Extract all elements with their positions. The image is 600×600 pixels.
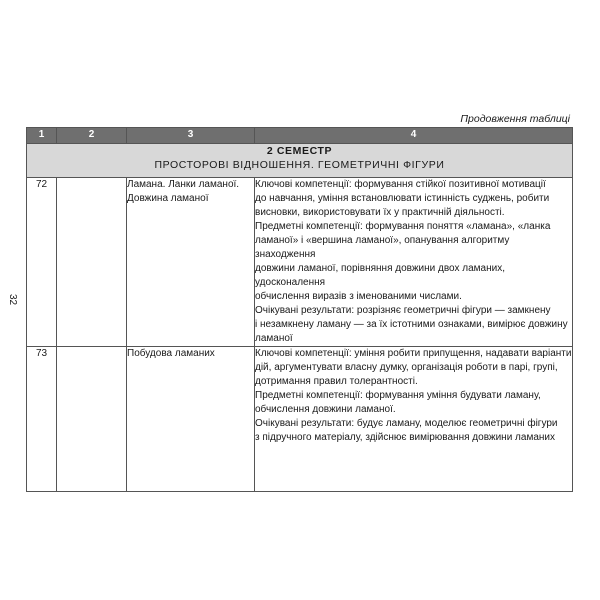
column-header-3: 3	[127, 128, 255, 144]
topic-line: Побудова ламаних	[127, 348, 215, 359]
lesson-topic	[127, 347, 255, 492]
content-line: довжини ламаної, порівняння довжини двох ламаних, удосконалення	[255, 263, 505, 288]
content-line: Ключові компетенції: формування стійкої позитивної мотивації	[255, 179, 546, 190]
table-row	[27, 178, 573, 347]
content-line: дотримання правил толерантності.	[255, 376, 418, 387]
content-line: Ключові компетенції: уміння робити припущення, надавати варіанти	[255, 348, 572, 359]
column-header-2: 2	[57, 128, 127, 144]
content-line: до навчання, уміння встановлювати істинність суджень, робити	[255, 193, 550, 204]
continuation-note: Продовження таблиці	[460, 113, 570, 125]
content-line: і незамкнену ламану — за їх істотними ознаками, вимірює довжину	[255, 319, 568, 330]
lesson-content	[255, 178, 573, 347]
content-line: Очікувані результати: розрізняє геометричні фігури — замкнену	[255, 305, 551, 316]
content-line: ламаної» і «вершина ламаної», опанування алгоритму знаходження	[255, 235, 510, 260]
content-line: обчислення довжини ламаної.	[255, 404, 396, 415]
empty-cell	[57, 178, 127, 347]
content-line: Предметні компетенції: формування уміння будувати ламану,	[255, 390, 541, 401]
lesson-topic	[127, 178, 255, 347]
lesson-content	[255, 347, 573, 492]
section-title: 2 СЕМЕСТР	[266, 145, 333, 157]
page-number: 32	[7, 293, 19, 306]
content-line: ламаної	[255, 333, 293, 344]
content-line: Очікувані результати: будує ламану, моделює геометричні фігури	[255, 418, 558, 429]
table-row	[27, 347, 573, 492]
column-header-4: 4	[255, 128, 573, 144]
content-line: з підручного матеріалу, здійснює вимірювання довжини ламаних	[255, 432, 555, 443]
content-line: Предметні компетенції: формування поняття «ламана», «ланка	[255, 221, 551, 232]
column-header-1: 1	[27, 128, 57, 144]
content-line: дій, аргументувати власну думку, організація роботи в парі, групі,	[255, 362, 558, 373]
content-line: обчислення виразів з іменованими числами.	[255, 291, 462, 302]
curriculum-table	[26, 127, 573, 492]
section-cell	[27, 144, 573, 178]
empty-cell	[57, 347, 127, 492]
section-subtitle: ПРОСТОРОВІ ВІДНОШЕННЯ. ГЕОМЕТРИЧНІ ФІГУРИ	[154, 159, 445, 171]
section-row	[27, 144, 573, 178]
topic-line: Довжина ламаної	[127, 193, 209, 204]
lesson-number: 72	[27, 178, 57, 347]
topic-line: Ламана. Ланки ламаної.	[127, 179, 240, 190]
table-header-row	[27, 128, 573, 144]
content-line: висновки, використовувати їх у практичній діяльності.	[255, 207, 505, 218]
lesson-number: 73	[27, 347, 57, 492]
